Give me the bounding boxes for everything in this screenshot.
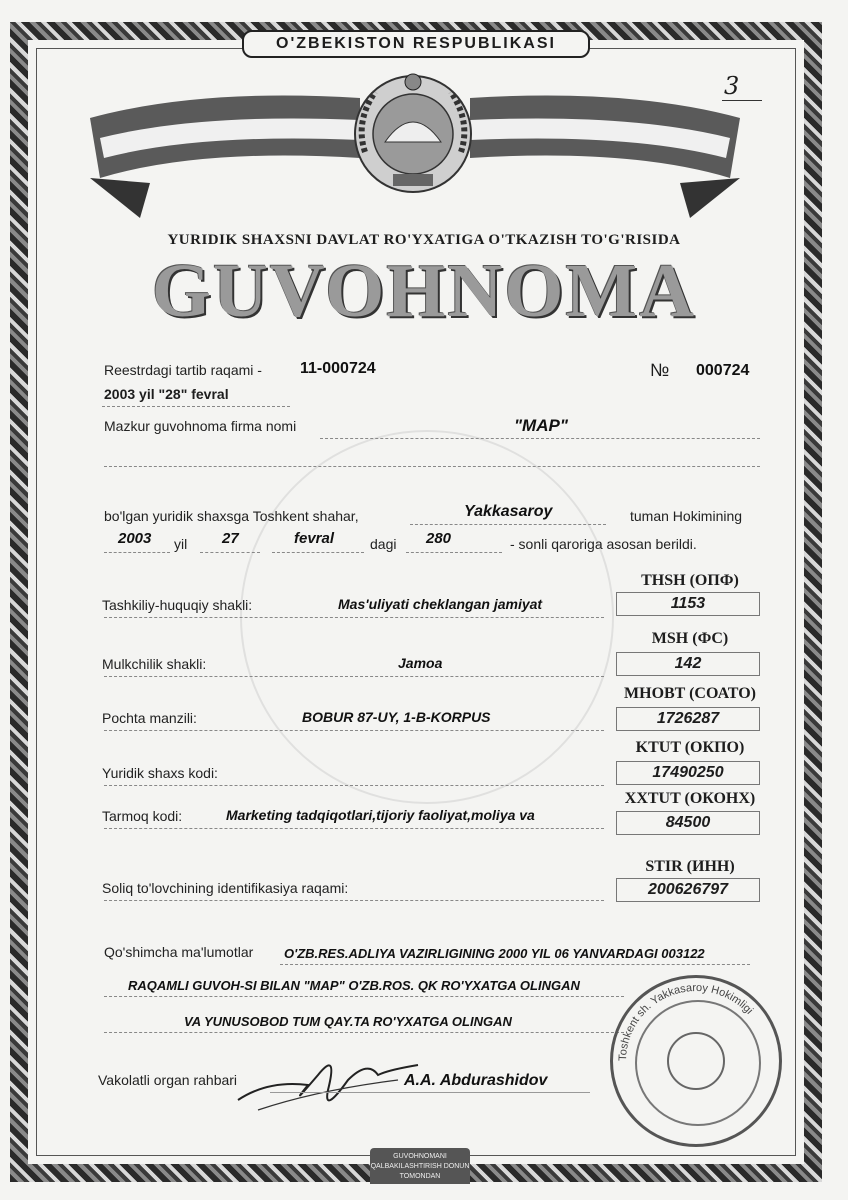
- field-value: Jamoa: [398, 655, 443, 671]
- issued-suffix: tuman Hokimining: [630, 508, 743, 524]
- decision-day: 27: [222, 530, 239, 547]
- registry-number: 11-000724: [300, 360, 376, 377]
- issued-ending: - sonli qaroriga asosan berildi.: [510, 536, 697, 552]
- republic-title: O'ZBEKISTON RESPUBLIKASI: [242, 30, 590, 58]
- district-name: Yakkasaroy: [464, 503, 553, 520]
- decision-number: 280: [426, 530, 452, 547]
- code-header: MSH (ФС): [651, 630, 729, 647]
- field-label: Mulkchilik shakli:: [102, 656, 207, 672]
- firm-name: "MAP": [514, 416, 568, 435]
- code-header: STIR (ИНН): [645, 858, 735, 875]
- registry-label: Reestrdagi tartib raqami -: [104, 362, 262, 378]
- code-header: KTUT (ОКПО): [635, 739, 745, 756]
- code-value: 1153: [616, 592, 760, 616]
- document-subtitle: YURIDIK SHAXSNI DAVLAT RO'YXATIGA O'TKAZISH TO'G'RISIDA: [167, 232, 681, 248]
- signature-label: Vakolatli organ rahbari: [98, 1072, 238, 1088]
- field-value: BOBUR 87-UY, 1-B-KORPUS: [302, 709, 491, 725]
- code-header: XXTUT (ОКОНХ): [624, 790, 756, 807]
- registry-date: 2003 yil "28" fevral: [104, 386, 229, 402]
- code-value: 17490250: [616, 761, 760, 785]
- code-header: THSH (ОПФ): [641, 572, 739, 589]
- number-sign: №: [650, 360, 670, 380]
- decision-month: fevral: [294, 530, 335, 547]
- extra-label: Qo'shimcha ma'lumotlar: [104, 944, 254, 960]
- field-label: Pochta manzili:: [102, 710, 197, 726]
- code-value: 200626797: [616, 878, 760, 902]
- stamp-text: Toshkent sh. Yakkasaroy Hokimligi: [616, 981, 756, 1062]
- document-title: GUVOHNOMA: [151, 249, 697, 333]
- extra-line-1: O'ZB.RES.ADLIYA VAZIRLIGINING 2000 YIL 06 YANVARDAGI 003122: [284, 946, 705, 961]
- bottom-badge: GUVOHNOMANI QALBAKILASHTIRISH DONUN TOMONDAN: [370, 1148, 470, 1184]
- field-label: Tashkiliy-huquqiy shakli:: [102, 597, 253, 613]
- field-label: Tarmoq kodi:: [102, 808, 183, 824]
- certificate-number: 000724: [696, 362, 750, 379]
- official-stamp: [610, 975, 782, 1147]
- svg-text:Toshkent sh. Yakkasaroy Hokiml: [617, 982, 755, 1061]
- code-value: 142: [616, 652, 760, 676]
- extra-line-2: RAQAMLI GUVOH-SI BILAN "MAP" O'ZB.ROS. QK RO'YXATGA OLINGAN: [128, 978, 580, 993]
- decision-year: 2003: [118, 530, 152, 547]
- signatory-name: A.A. Abdurashidov: [404, 1072, 548, 1089]
- state-emblem-icon: [345, 62, 481, 202]
- code-value: 1726287: [616, 707, 760, 731]
- field-value: Marketing tadqiqotlari,tijoriy faoliyat,moliya va: [226, 807, 535, 823]
- issued-prefix: bo'lgan yuridik shaxsga Toshkent shahar,: [104, 508, 359, 524]
- page-number: 3: [724, 72, 740, 100]
- handwritten-signature: [228, 1040, 428, 1120]
- extra-line-3: VA YUNUSOBOD TUM QAY.TA RO'YXATGA OLINGAN: [184, 1014, 512, 1029]
- code-value: 84500: [616, 811, 760, 835]
- field-label: Soliq to'lovchining identifikasiya raqami:: [102, 880, 349, 896]
- code-header: MHOBT (СОАТО): [624, 685, 756, 702]
- yil-label: yil: [174, 536, 188, 552]
- field-label: Yuridik shaxs kodi:: [102, 765, 218, 781]
- firm-label: Mazkur guvohnoma firma nomi: [104, 418, 297, 434]
- field-value: Mas'uliyati cheklangan jamiyat: [338, 596, 543, 612]
- dagi-label: dagi: [370, 536, 397, 552]
